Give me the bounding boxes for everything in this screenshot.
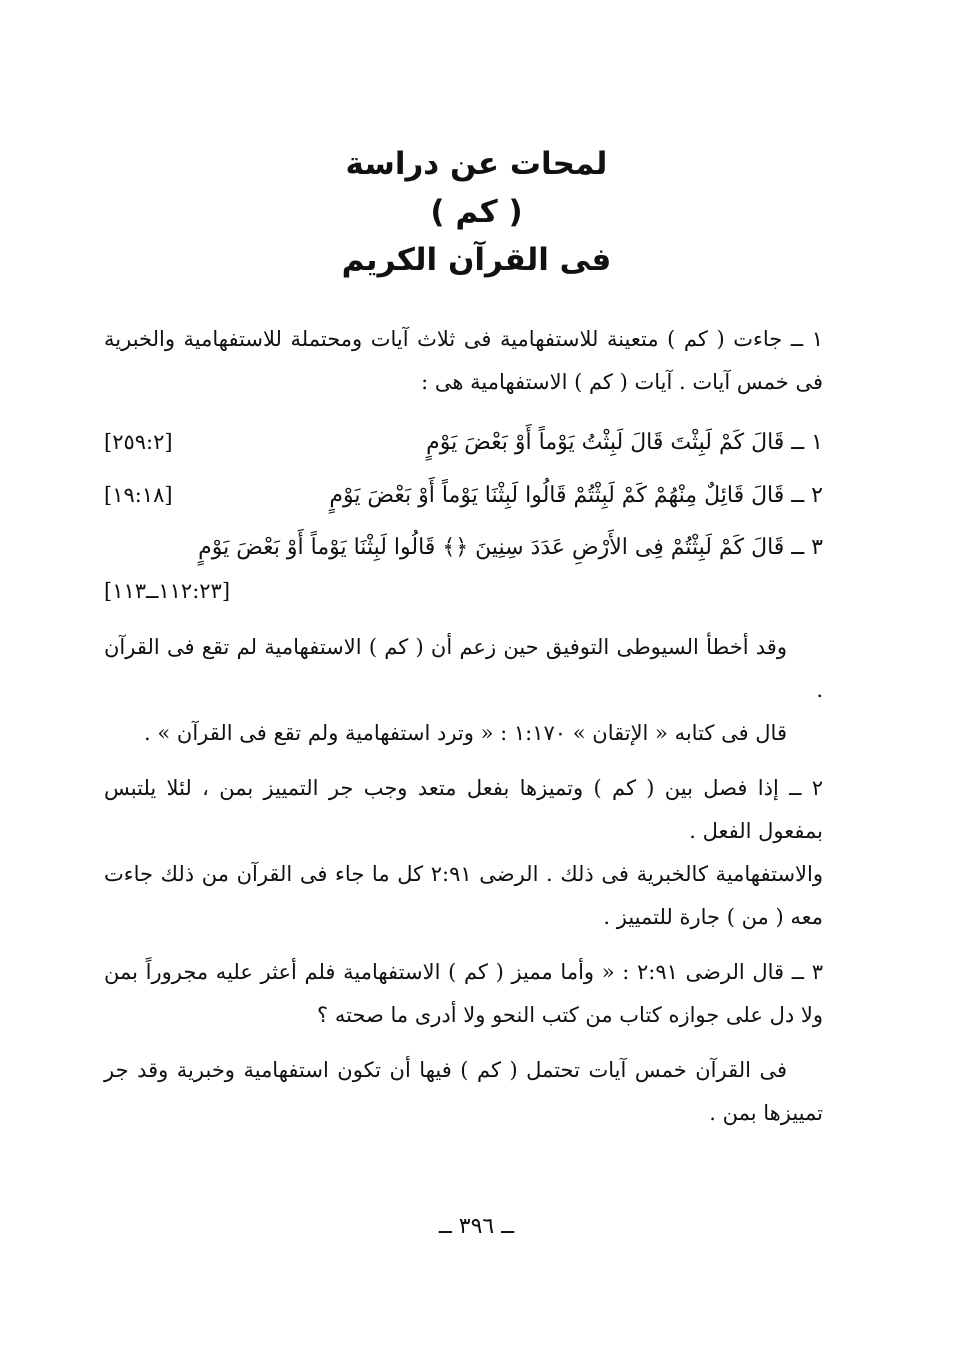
verse-1-text: ١ ــ قَالَ كَمْ لَبِثْتَ قَالَ لَبِثْتُ يَوْماً أَوْ بَعْضَ يَوْمٍ (426, 430, 823, 455)
verse-3-text: ٣ ــ قَالَ كَمْ لَبِثْتُمْ فِى الأَرْضِ عَدَدَ سِنِينَ ﴿﴾ قَالُوا لَبِثْنَا يَوْماً أَوْ بَعْضَ يَوْمٍ (198, 535, 823, 560)
verse-3-ref: [١١٢:٢٣ــ١١٣] (104, 579, 231, 603)
paragraph-1: وقد أخطأ السيوطى التوفيق حين زعم أن ( كم ) الاستفهامية لم تقع فى القرآن . (104, 635, 823, 702)
title-line-2: ( كم ) (430, 194, 523, 230)
page-number: ــ ٣٩٦ ــ (438, 1214, 515, 1239)
paragraph-4: والاستفهامية كالخبرية فى ذلك . الرضى ٢:٩١ كل ما جاء فى القرآن من ذلك جاءت معه ( من ) جارة للتمييز . (104, 862, 823, 929)
title-line-3: فى القرآن الكريم (341, 242, 612, 278)
title-line-1: لمحات عن دراسة (345, 146, 608, 182)
verse-2-text: ٢ ــ قَالَ قَائِلٌ مِنْهُمْ كَمْ لَبِثْتُمْ قَالُوا لَبِثْنَا يَوْماً أَوْ بَعْضَ يَوْمٍ (329, 483, 823, 508)
content-body (104, 318, 823, 1135)
paragraph-2: قال فى كتابه « الإتقان » ١:١٧٠ : « وترد استفهامية ولم تقع فى القرآن » . (144, 721, 787, 745)
paragraph-6: فى القرآن خمس آيات تحتمل ( كم ) فيها أن تكون استفهامية وخبرية وقد جر تمييزها بمن . (104, 1058, 823, 1125)
verse-2 (104, 469, 823, 522)
paragraph-3: ٢ ــ إذا فصل بين ( كم ) وتميزها بفعل متعد وجب جر التمييز بمن ، لئلا يلتبس بمفعول الفعل . (104, 776, 823, 843)
verse-1-ref: [٢٥٩:٢] (104, 430, 173, 454)
verse-2-ref: [١٩:١٨] (104, 483, 173, 507)
title-block (0, 140, 953, 284)
verse-3 (104, 522, 823, 574)
verse-1 (104, 416, 823, 469)
intro-paragraph: ١ ــ جاءت ( كم ) متعينة للاستفهامية فى ثلاث آيات ومحتملة للاستفهامية والخبرية فى خمس آيات . آيات ( كم ) الاستفهامية هى : (104, 327, 823, 394)
paragraph-5: ٣ ــ قال الرضى ٢:٩١ : « وأما مميز ( كم ) الاستفهامية فلم أعثر عليه مجروراً بمن ولا دل على جوازه كتاب من كتب النحو ولا أدرى ما صحته ؟ (104, 960, 823, 1027)
